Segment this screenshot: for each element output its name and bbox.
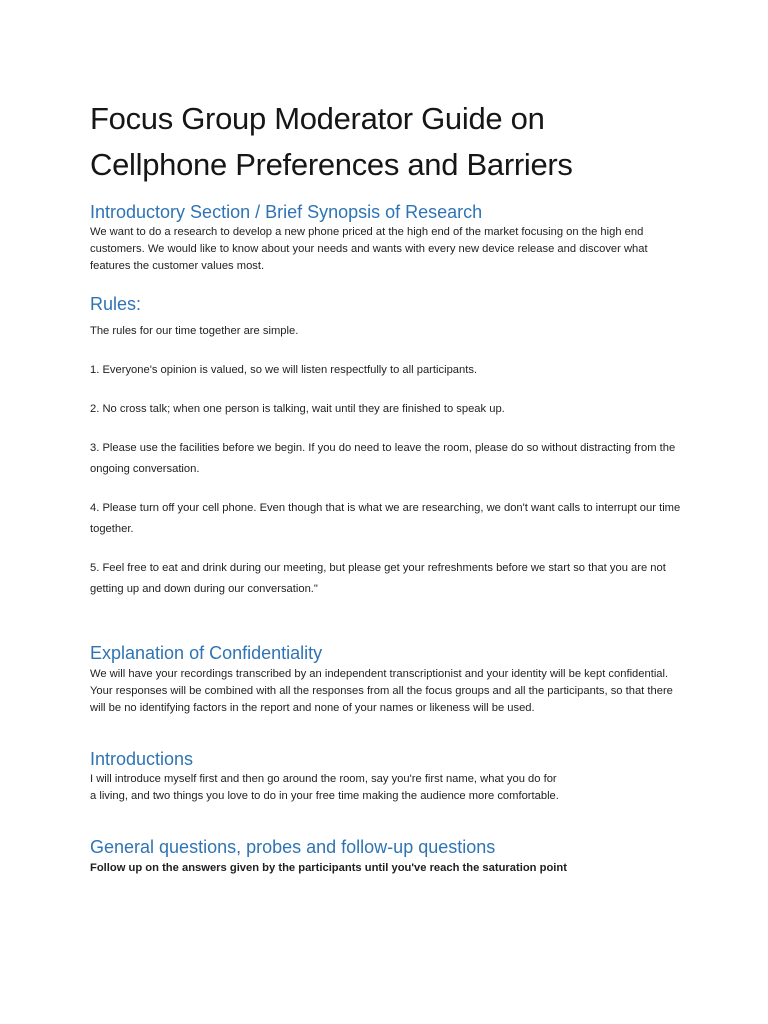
rule-item-3: 3. Please use the facilities before we begin. If you do need to leave the room, please do so without distracting from the ongoing conversation.	[90, 442, 676, 475]
confidentiality-text: We will have your recordings transcribed by an independent transcriptionist and your identity will be kept confidential. Your responses will be combined with all the responses from all the focus groups and all the participants, so that there will be no identifying factors in the report and none of your names or likeness will be used.	[90, 668, 673, 714]
title-line-1: Focus Group Moderator Guide on	[90, 101, 545, 136]
confidentiality-heading: Explanation of Confidentiality	[90, 643, 323, 663]
intro-text: We want to do a research to develop a new phone priced at the high end of the market focusing on the high end customers. We would like to know about your needs and wants with every new device release and discover what features the customer values most.	[90, 226, 648, 272]
title-line-2: Cellphone Preferences and Barriers	[90, 147, 573, 182]
rule-item-2: 2. No cross talk; when one person is talking, wait until they are finished to speak up.	[90, 403, 505, 415]
introductions-line-2: a living, and two things you love to do in your free time making the audience more comfortable.	[90, 790, 559, 802]
introductions-text	[90, 771, 690, 805]
intro-heading: Introductory Section / Brief Synopsis of Research	[90, 202, 483, 222]
rule-item-4: 4. Please turn off your cell phone. Even though that is what we are researching, we don't want calls to interrupt our time together.	[90, 502, 681, 535]
rules-heading: Rules:	[90, 294, 142, 314]
introductions-heading: Introductions	[90, 749, 194, 769]
rules-lead: The rules for our time together are simple.	[90, 325, 299, 337]
rule-item-1: 1. Everyone's opinion is valued, so we will listen respectfully to all participants.	[90, 364, 478, 376]
general-questions-heading: General questions, probes and follow-up questions	[90, 837, 496, 857]
general-questions-text: Follow up on the answers given by the participants until you've reach the saturation point	[90, 862, 567, 874]
document-title	[90, 96, 690, 188]
document-page	[90, 96, 690, 877]
rule-item-5: 5. Feel free to eat and drink during our meeting, but please get your refreshments before we start so that you are not getting up and down during our conversation."	[90, 562, 666, 595]
introductions-line-1: I will introduce myself first and then go around the room, say you're first name, what you do for	[90, 773, 557, 785]
